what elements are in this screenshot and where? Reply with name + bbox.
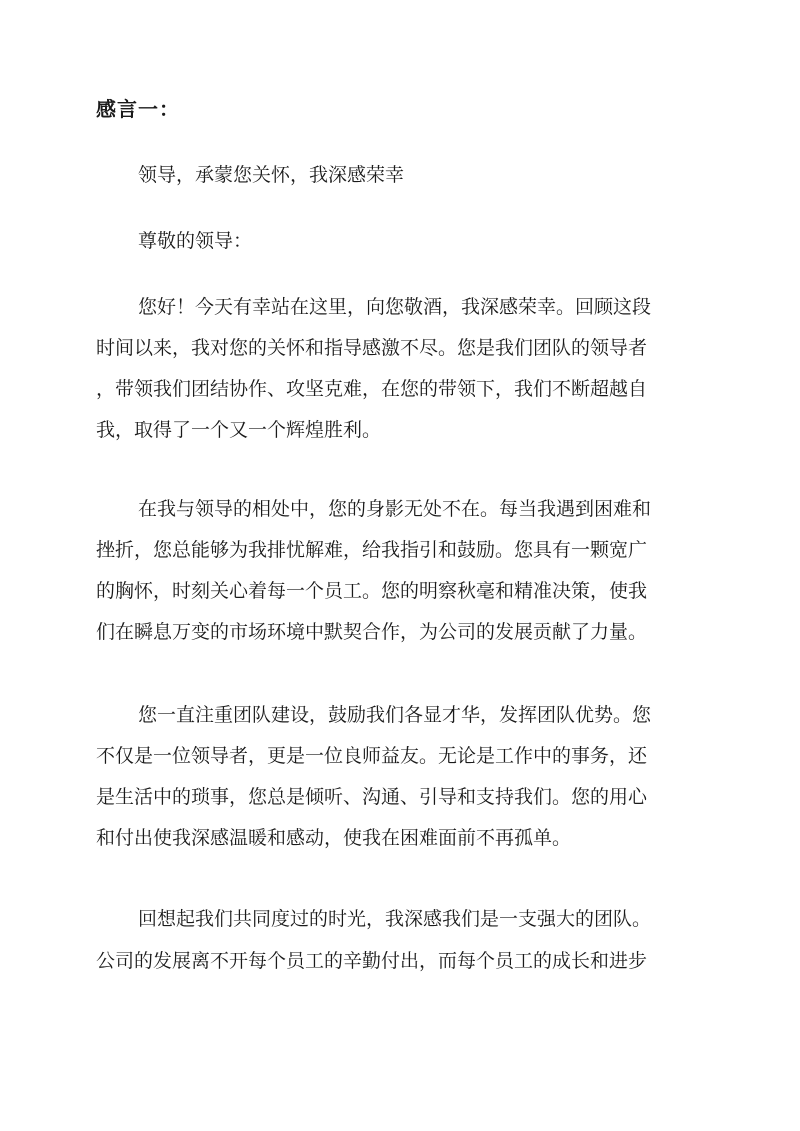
paragraph-line: 们在瞬息万变的市场环境中默契合作，为公司的发展贡献了力量。 bbox=[96, 621, 648, 643]
paragraph-line: 是生活中的琐事，您总是倾听、沟通、引导和支持我们。您的用心 bbox=[96, 786, 648, 808]
paragraph-line: 的胸怀，时刻关心着每一个员工。您的明察秋毫和精准决策，使我 bbox=[96, 580, 648, 602]
paragraph-line: 您一直注重团队建设，鼓励我们各显才华，发挥团队优势。您 bbox=[138, 704, 652, 726]
document-title: 感言一： bbox=[96, 97, 180, 121]
paragraph-line: 公司的发展离不开每个员工的辛勤付出，而每个员工的成长和进步 bbox=[96, 950, 648, 972]
paragraph-line: 回想起我们共同度过的时光，我深感我们是一支强大的团队。 bbox=[138, 908, 652, 930]
paragraph-line: ，带领我们团结协作、攻坚克难，在您的带领下，我们不断超越自 bbox=[96, 378, 648, 400]
paragraph-line: 您好！今天有幸站在这里，向您敬酒，我深感荣幸。回顾这段 bbox=[138, 296, 652, 318]
paragraph-line: 时间以来，我对您的关怀和指导感激不尽。您是我们团队的领导者 bbox=[96, 337, 648, 359]
paragraph-line: 我，取得了一个又一个辉煌胜利。 bbox=[96, 419, 382, 441]
paragraph-line: 不仅是一位领导者，更是一位良师益友。无论是工作中的事务，还 bbox=[96, 745, 648, 767]
paragraph-line: 挫折，您总能够为我排忧解难，给我指引和鼓励。您具有一颗宽广 bbox=[96, 539, 648, 561]
paragraph-line: 和付出使我深感温暖和感动，使我在困难面前不再孤单。 bbox=[96, 827, 572, 849]
document-subtitle: 领导，承蒙您关怀，我深感荣幸 bbox=[138, 164, 405, 186]
paragraph-line: 在我与领导的相处中，您的身影无处不在。每当我遇到困难和 bbox=[138, 498, 652, 520]
salutation: 尊敬的领导： bbox=[138, 230, 253, 252]
